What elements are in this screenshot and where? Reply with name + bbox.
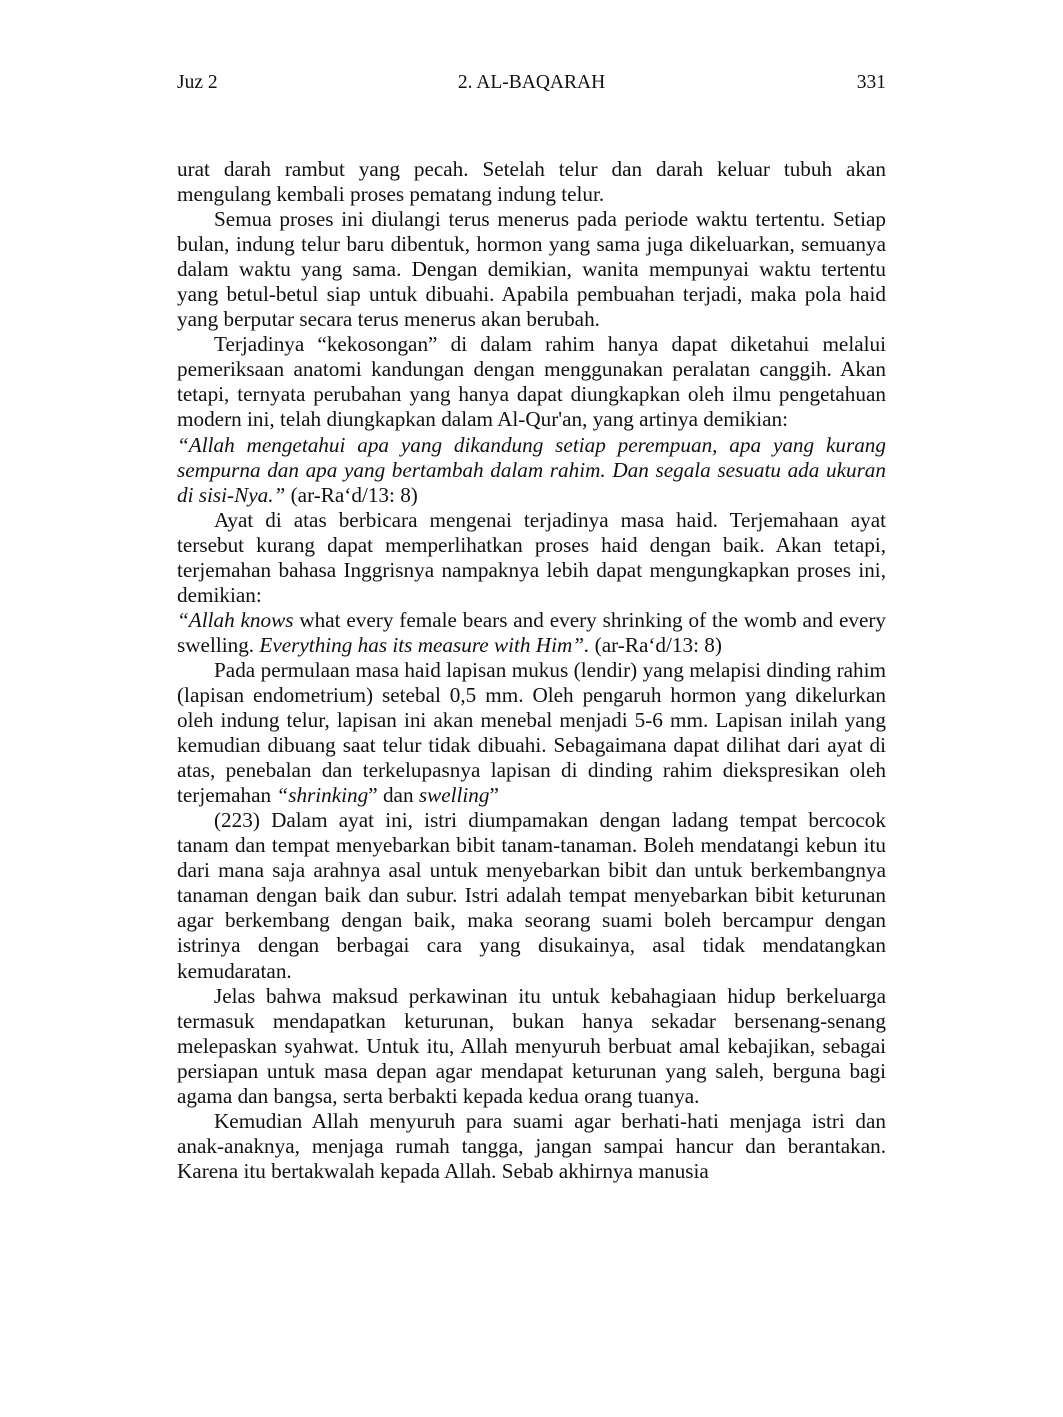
page-number: 331 [856, 72, 886, 93]
running-header [177, 72, 886, 100]
commentary-paragraph: (223) Dalam ayat ini, istri diumpamakan dengan ladang tempat bercocok tanam dan tempat menyebarkan bibit tanam-tanaman. Boleh mendatangi kebun itu dari mana saja arahnya asal untuk menyebarkan bibit dan untuk berkembangnya tanaman dengan baik dan subur. Istri adalah tempat menyebarkan bibit keturunan agar berkembang dengan baik, maka seorang suami boleh bercampur dengan istrinya dengan berbagai cara yang disukainya, asal tidak mendatangkan kemudaratan. [177, 808, 886, 983]
quote-italic-text: “Allah mengetahui apa yang dikandung setiap perempuan, apa yang kurang sempurna dan apa yang bertambah dalam rahim. Dan segala sesuatu ada ukuran di sisi-Nya.” [177, 432, 886, 507]
surah-title: 2. AL-BAQARAH [457, 72, 606, 93]
paragraph-text: Pada permulaan masa haid lapisan mukus (lendir) yang melapisi dinding rahim (lapisan endometrium) setebal 0,5 mm. Oleh pengaruh hormon yang dikelurkan oleh indung telur, lapisan ini akan menebal menjadi 5-6 mm. Lapisan inilah yang kemudian dibuang saat telur tidak dibuahi. Sebagaimana dapat dilihat dari ayat di atas, penebalan dan terkelupasnya lapisan di dinding rahim diekspresikan oleh terjemahan [177, 657, 886, 808]
body-text [177, 157, 886, 1184]
english-translation-quote [177, 608, 886, 658]
paragraph [177, 658, 886, 808]
paragraph: Terjadinya “kekosongan” di dalam rahim hanya dapat diketahui melalui pemeriksaan anatomi kandungan dengan menggunakan peralatan canggih. Akan tetapi, ternyata perubahan yang hanya dapat diungkapkan oleh ilmu pengetahuan modern ini, telah diungkapkan dalam Al-Qur'an, yang artinya demikian: [177, 332, 886, 432]
paragraph: Ayat di atas berbicara mengenai terjadinya masa haid. Terjemahaan ayat tersebut kurang dapat memperlihatkan proses haid dengan baik. Akan tetapi, terjemahan bahasa Inggrisnya nampaknya lebih dapat mengungkapkan proses ini, demikian: [177, 507, 886, 607]
italic-term: “shrinking [276, 783, 369, 808]
paragraph-text: ” dan [368, 783, 419, 808]
paragraph-continuation: urat darah rambut yang pecah. Setelah telur dan darah keluar tubuh akan mengulang kembali proses pematang indung telur. [177, 157, 886, 207]
verse-reference: (ar-Ra‘d/13: 8) [285, 482, 418, 507]
quote-italic-text: “Allah knows [177, 607, 294, 632]
paragraph: Semua proses ini diulangi terus menerus pada periode waktu tertentu. Setiap bulan, indung telur baru dibentuk, hormon yang sama juga dikeluarkan, semuanya dalam waktu yang sama. Dengan demikian, wanita mempunyai waktu tertentu yang betul-betul siap untuk dibuahi. Apabila pembuahan terjadi, maka pola haid yang berputar secara terus menerus akan berubah. [177, 207, 886, 332]
quote-italic-text: Everything has its measure with Him”. [259, 632, 590, 657]
juz-label: Juz 2 [177, 72, 218, 93]
paragraph: Jelas bahwa maksud perkawinan itu untuk kebahagiaan hidup berkeluarga termasuk mendapatkan keturunan, bukan hanya sekadar bersenang-senang melepaskan syahwat. Untuk itu, Allah menyuruh berbuat amal kebajikan, sebagai persiapan untuk masa depan agar mendapat keturunan yang saleh, berguna bagi agama dan bangsa, serta berbakti kepada kedua orang tuanya. [177, 983, 886, 1108]
paragraph-text: ” [489, 783, 499, 808]
italic-term: swelling [418, 783, 490, 808]
verse-reference: (ar-Ra‘d/13: 8) [589, 632, 722, 657]
paragraph: Kemudian Allah menyuruh para suami agar berhati-hati menjaga istri dan anak-anaknya, menjaga rumah tangga, jangan sampai hancur dan berantakan. Karena itu bertakwalah kepada Allah. Sebab akhirnya manusia [177, 1108, 886, 1183]
quote-plain-text: what every female bears and every shrinking of the womb and every swelling. [177, 607, 887, 657]
quran-translation-quote [177, 433, 886, 508]
